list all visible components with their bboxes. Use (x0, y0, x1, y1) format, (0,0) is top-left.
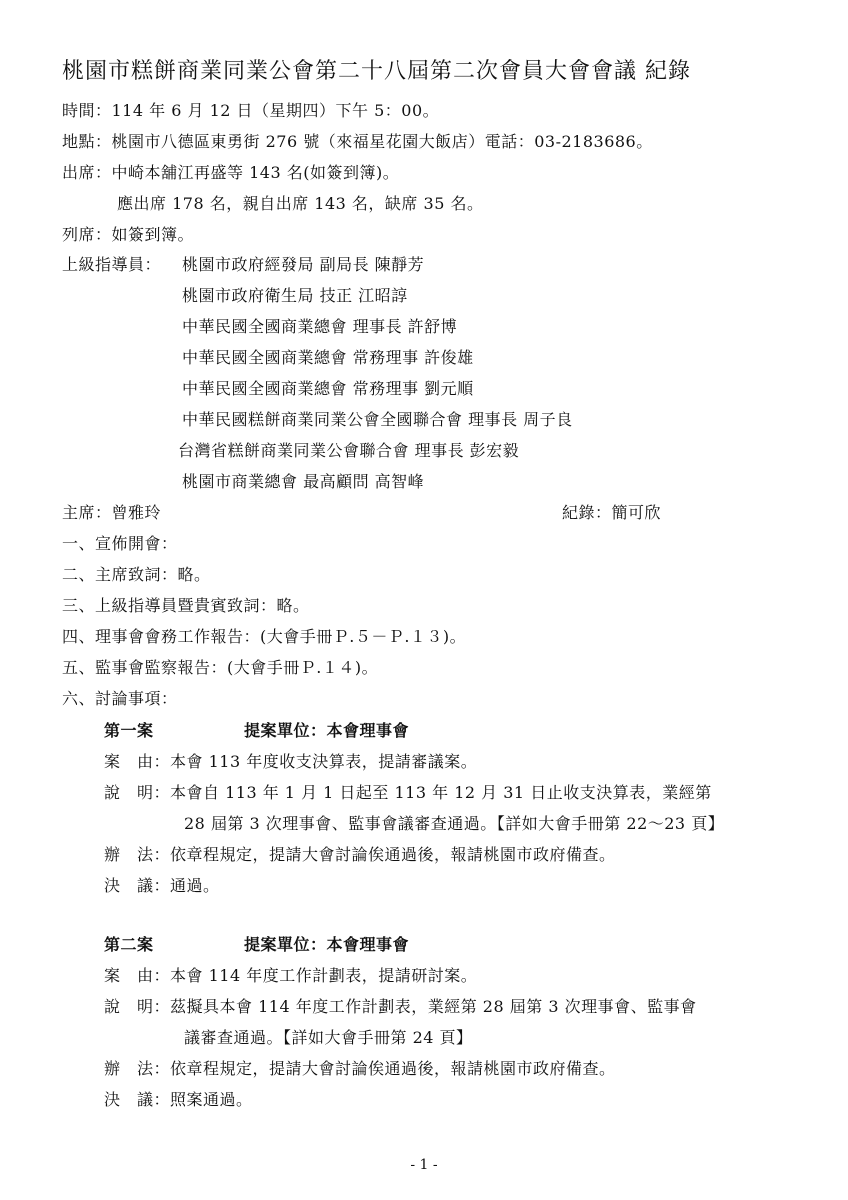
agenda-item: 二、主席致詞：略。 (62, 565, 211, 584)
meeting-time: 時間：114 年 6 月 12 日（星期四）下午 5：00。 (62, 101, 440, 120)
agenda-item: 三、上級指導員暨貴賓致詞：略。 (62, 596, 310, 615)
supervisors-label: 上級指導員： (62, 255, 162, 274)
attendance: 出席：中崎本舖江再盛等 143 名(如簽到簿)。 (62, 163, 400, 182)
agenda-item: 四、理事會會務工作報告：(大會手冊Ｐ.５－Ｐ.１３)。 (62, 627, 467, 646)
case-method: 辦 法：依章程規定，提請大會討論俟通過後，報請桃園市政府備查。 (104, 1059, 616, 1078)
supervisor-item: 中華民國全國商業總會 常務理事 許俊雄 (182, 348, 474, 367)
supervisor-item: 中華民國全國商業總會 常務理事 劉元順 (182, 379, 474, 398)
case-reason: 案 由：本會 113 年度收支決算表，提請審議案。 (104, 752, 478, 771)
case-resolution: 決 議：照案通過。 (104, 1090, 253, 1109)
case-number: 第一案 (104, 721, 154, 740)
case-resolution: 決 議：通過。 (104, 876, 220, 895)
case-explanation-continued: 議審查通過。【詳如大會手冊第 24 頁】 (184, 1028, 473, 1047)
case-explanation: 說 明：本會自 113 年 1 月 1 日起至 113 年 12 月 31 日止收支決算表，業經第 (104, 783, 712, 802)
supervisor-item: 中華民國糕餅商業同業公會全國聯合會 理事長 周子良 (182, 410, 573, 429)
agenda-item: 五、監事會監察報告：(大會手冊Ｐ.１４)。 (62, 658, 379, 677)
case-reason: 案 由：本會 114 年度工作計劃表，提請研討案。 (104, 966, 478, 985)
observers: 列席：如簽到簿。 (62, 225, 195, 244)
recorder: 紀錄：簡可欣 (562, 503, 662, 522)
agenda-item: 一、宣佈開會： (62, 534, 178, 553)
chairperson: 主席：曾雅玲 (62, 503, 162, 522)
supervisor-item: 桃園市政府衛生局 技正 江昭諄 (182, 286, 408, 305)
case-explanation-continued: 28 屆第 3 次理事會、監事會議審查通過。【詳如大會手冊第 22～23 頁】 (184, 814, 725, 833)
case-proposer: 提案單位：本會理事會 (244, 721, 410, 740)
case-proposer: 提案單位：本會理事會 (244, 935, 410, 954)
case-method: 辦 法：依章程規定，提請大會討論俟通過後，報請桃園市政府備查。 (104, 845, 616, 864)
supervisor-item: 中華民國全國商業總會 理事長 許舒博 (182, 317, 458, 336)
attendance-detail: 應出席 178 名，親自出席 143 名，缺席 35 名。 (117, 194, 484, 213)
agenda-item: 六、討論事項： (62, 689, 178, 708)
case-explanation: 說 明：茲擬具本會 114 年度工作計劃表，業經第 28 屆第 3 次理事會、監事會 (104, 997, 697, 1016)
document-title: 桃園市糕餅商業同業公會第二十八屆第二次會員大會會議 紀錄 (62, 59, 691, 84)
supervisor-item: 台灣省糕餅商業同業公會聯合會 理事長 彭宏毅 (178, 441, 520, 460)
page-number: - 1 - (410, 1157, 438, 1173)
meeting-location: 地點：桃園市八德區東勇街 276 號（來福星花園大飯店）電話：03-2183686。 (62, 132, 653, 151)
supervisor-item: 桃園市商業總會 最高顧問 高智峰 (182, 472, 425, 491)
case-number: 第二案 (104, 935, 154, 954)
supervisor-item: 桃園市政府經發局 副局長 陳靜芳 (182, 255, 425, 274)
